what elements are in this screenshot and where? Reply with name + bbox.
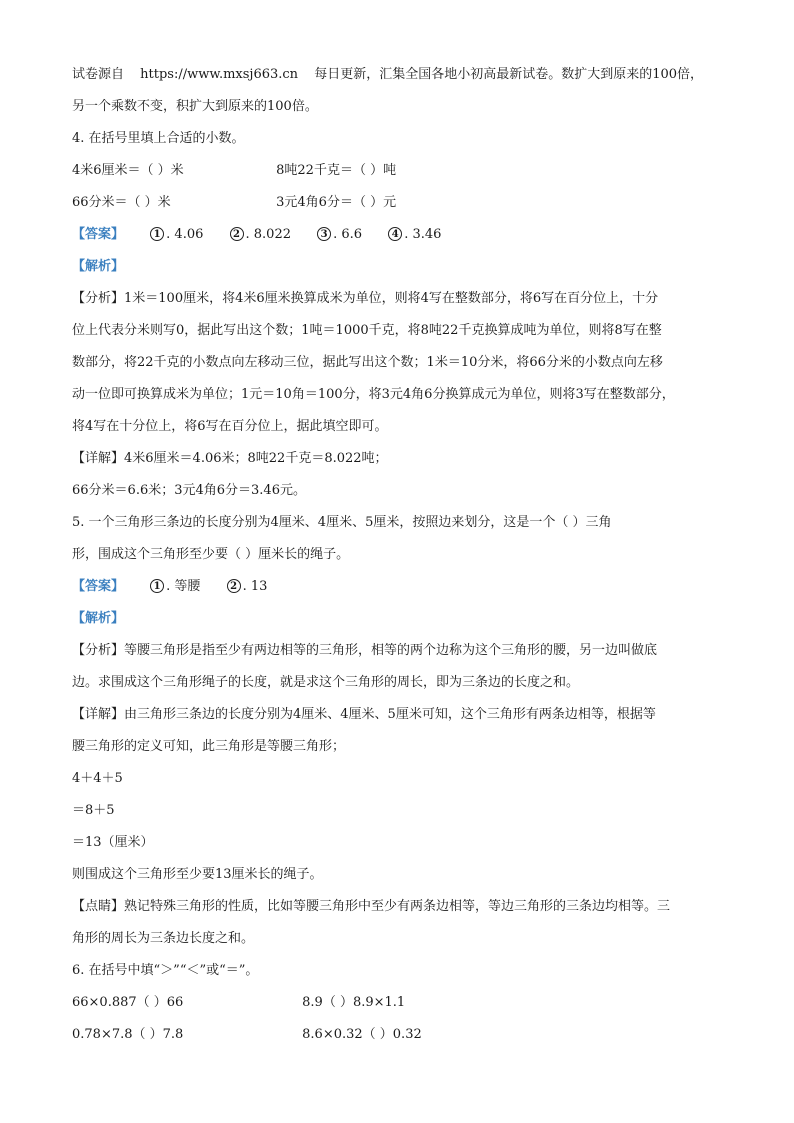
- q5-conclusion: 则围成这个三角形至少要13厘米长的绳子。: [72, 867, 323, 882]
- answer-item: 1 . 等腰: [150, 579, 200, 594]
- question-4-title: 4. 在括号里填上合适的小数。: [72, 131, 245, 146]
- xiangjie-tag: 【详解】: [72, 707, 125, 722]
- xiangjie-tag: 【详解】: [72, 451, 125, 466]
- answer-item: 2 . 8.022: [230, 227, 291, 242]
- question-4-answer: [72, 224, 732, 246]
- analysis-tag: 【解析】: [72, 259, 125, 274]
- q6-blank-c: 0.78×7.8（ ）7.8: [72, 1027, 184, 1042]
- q4-fenxi-line-5: 将4写在十分位上，将6写在百分位上，据此填空即可。: [72, 419, 388, 434]
- question-6-row-1: [72, 992, 732, 1014]
- answer-number-badge: 2: [230, 227, 244, 241]
- header-source: 试卷源自: [72, 67, 125, 82]
- q5-fenxi-line-2: 边。求围成这个三角形绳子的长度，就是求这个三角形的周长，即为三条边的长度之和。: [72, 675, 580, 690]
- answer-number-badge: 1: [150, 579, 164, 593]
- q4-blank-c: 66分米＝（ ）米: [72, 195, 171, 210]
- q4-xiangjie-line-1: 【详解】4米6厘米＝4.06米；8吨22千克＝8.022吨；: [72, 451, 388, 466]
- question-4-row-1: [72, 160, 732, 182]
- question-5-analysis-heading: [72, 608, 732, 630]
- dianjing-tag: 【点睛】: [72, 899, 125, 914]
- question-5-answer: [72, 576, 732, 598]
- q4-fenxi-line-4: 动一位即可换算成米为单位；1元＝10角＝100分，将3元4角6分换算成元为单位，则将3写在整数部分，: [72, 387, 675, 402]
- header-line: [72, 64, 732, 86]
- fenxi-tag: 【分析】: [72, 291, 125, 306]
- q4-xiangjie-line-2: 66分米＝6.6米；3元4角6分＝3.46元。: [72, 483, 306, 498]
- q4-fenxi-line-1: 【分析】1米＝100厘米，将4米6厘米换算成米为单位，则将4写在整数部分，将6写在百分位上，十分: [72, 291, 659, 306]
- analysis-tag: 【解析】: [72, 611, 125, 626]
- answer-item: 2 . 13: [227, 579, 268, 594]
- question-5-title-1: 5. 一个三角形三条边的长度分别为4厘米、4厘米、5厘米，按照边来划分，这是一个（ ）三角: [72, 515, 612, 530]
- answer-item: 4 . 3.46: [388, 227, 441, 242]
- answer-number-badge: 3: [317, 227, 331, 241]
- question-4-analysis-heading: [72, 256, 732, 278]
- q5-calc-line-1: 4＋4＋5: [72, 771, 123, 786]
- q5-dianjing-line-2: 角形的周长为三条边长度之和。: [72, 931, 255, 946]
- q6-blank-a: 66×0.887（ ）66: [72, 995, 184, 1010]
- q5-calc-line-3: ＝13（厘米）: [72, 835, 154, 850]
- question-6-title: 6. 在括号中填“＞”“＜”或“＝”。: [72, 963, 259, 978]
- answer-number-badge: 2: [227, 579, 241, 593]
- q4-blank-b: 8吨22千克＝（ ）吨: [276, 163, 397, 178]
- answer-number-badge: 4: [388, 227, 402, 241]
- q6-blank-d: 8.6×0.32（ ）0.32: [302, 1027, 422, 1042]
- question-4-row-2: [72, 192, 732, 214]
- q5-calc-line-2: ＝8＋5: [72, 803, 115, 818]
- q5-xiangjie-line-2: 腰三角形的定义可知，此三角形是等腰三角形；: [72, 739, 346, 754]
- answer-tag: 【答案】: [72, 227, 125, 242]
- q4-fenxi-line-3: 数部分，将22千克的小数点向左移动三位，据此写出这个数；1米＝10分米，将66分米的小数点向左移: [72, 355, 663, 370]
- header-url[interactable]: https://www.mxsj663.cn: [140, 67, 299, 82]
- q6-blank-b: 8.9（ ）8.9×1.1: [302, 995, 406, 1010]
- q4-blank-d: 3元4角6分＝（ ）元: [276, 195, 397, 210]
- fenxi-tag: 【分析】: [72, 643, 125, 658]
- answer-item: 1 . 4.06: [150, 227, 203, 242]
- q5-fenxi-line-1: 【分析】等腰三角形是指至少有两边相等的三角形，相等的两个边称为这个三角形的腰，另一边叫做底: [72, 643, 658, 658]
- q4-blank-a: 4米6厘米＝（ ）米: [72, 163, 184, 178]
- question-6-row-2: [72, 1024, 732, 1046]
- text-line: 另一个乘数不变，积扩大到原来的100倍。: [72, 99, 318, 114]
- question-5-title-2: 形，围成这个三角形至少要（ ）厘米长的绳子。: [72, 547, 350, 562]
- q5-dianjing-line-1: 【点睛】熟记特殊三角形的性质，比如等腰三角形中至少有两条边相等，等边三角形的三条边均相等。三: [72, 899, 671, 914]
- header-tagline: 每日更新，汇集全国各地小初高最新试卷。数扩大到原来的100倍，: [314, 67, 704, 82]
- answer-tag: 【答案】: [72, 579, 125, 594]
- q4-fenxi-line-2: 位上代表分米则写0，据此写出这个数；1吨＝1000千克，将8吨22千克换算成吨为单位，则将8写在整: [72, 323, 662, 338]
- q5-xiangjie-line-1: 【详解】由三角形三条边的长度分别为4厘米、4厘米、5厘米可知，这个三角形有两条边相等，根据等: [72, 707, 656, 722]
- answer-number-badge: 1: [150, 227, 164, 241]
- answer-item: 3 . 6.6: [317, 227, 362, 242]
